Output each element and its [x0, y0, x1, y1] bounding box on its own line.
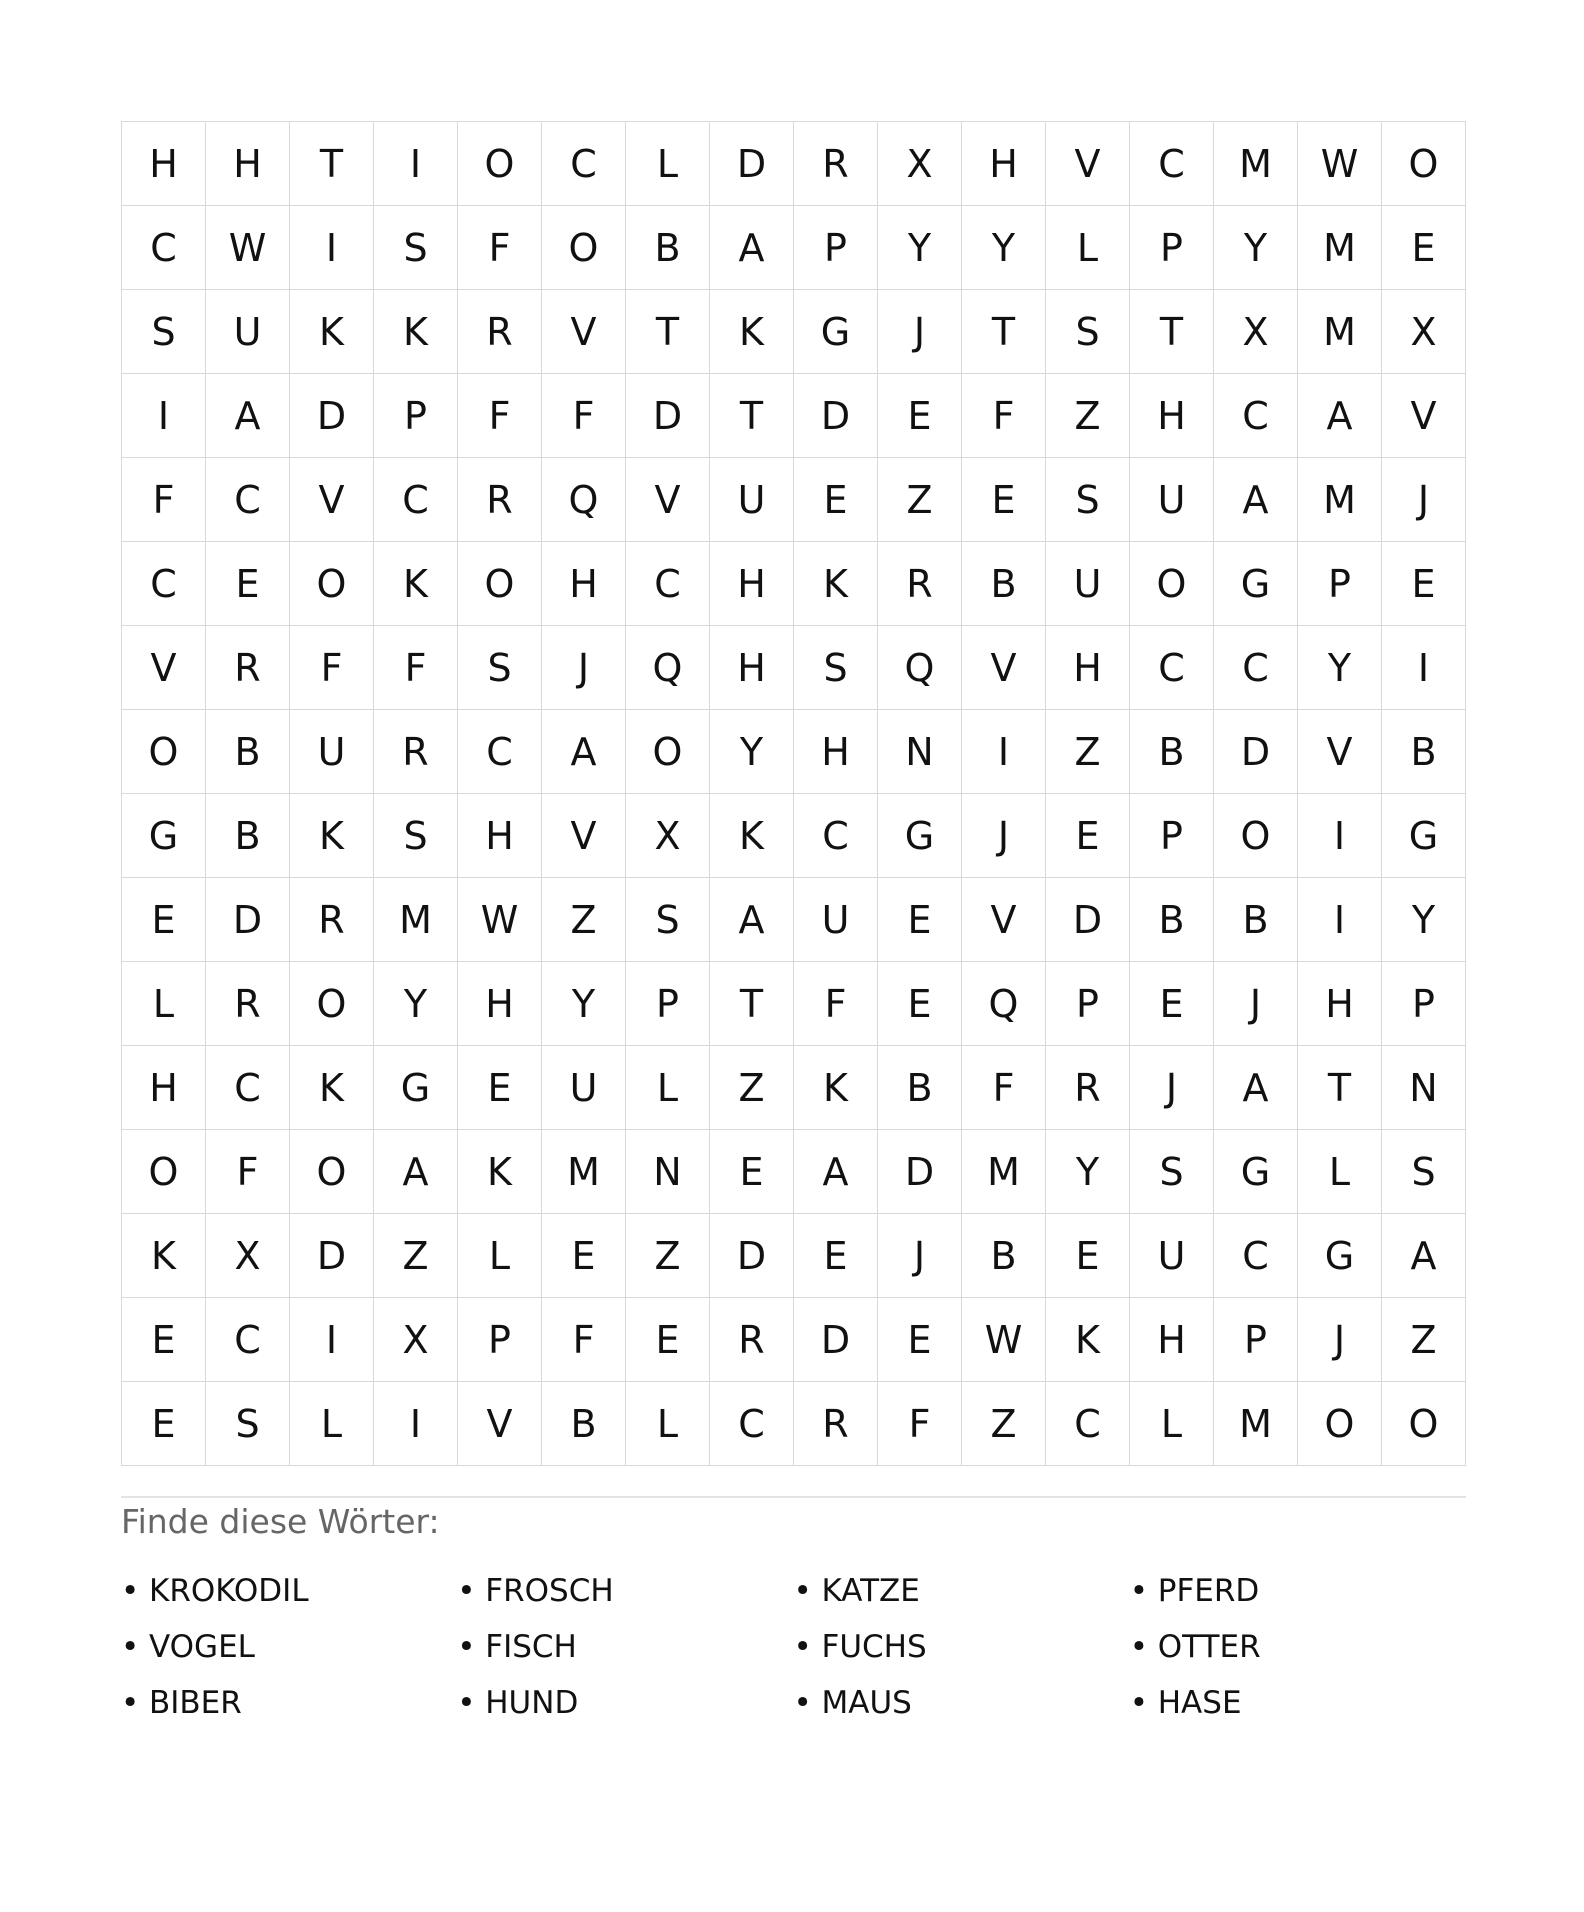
grid-cell[interactable]: I: [1382, 626, 1466, 710]
grid-cell[interactable]: J: [1298, 1298, 1382, 1382]
grid-cell[interactable]: O: [290, 542, 374, 626]
grid-cell[interactable]: O: [122, 1130, 206, 1214]
grid-cell[interactable]: Q: [542, 458, 626, 542]
grid-cell[interactable]: H: [542, 542, 626, 626]
grid-cell[interactable]: K: [794, 542, 878, 626]
grid-cell[interactable]: C: [626, 542, 710, 626]
grid-cell[interactable]: H: [1046, 626, 1130, 710]
grid-cell[interactable]: H: [122, 1046, 206, 1130]
grid-cell[interactable]: N: [878, 710, 962, 794]
grid-cell[interactable]: R: [206, 962, 290, 1046]
word-label: FISCH: [485, 1629, 577, 1665]
grid-cell[interactable]: T: [962, 290, 1046, 374]
grid-cell[interactable]: E: [710, 1130, 794, 1214]
grid-cell[interactable]: Y: [1046, 1130, 1130, 1214]
bullet-icon: •: [1129, 1629, 1149, 1665]
grid-cell[interactable]: K: [290, 794, 374, 878]
grid-cell[interactable]: Y: [878, 206, 962, 290]
bullet-icon: •: [457, 1573, 476, 1609]
grid-cell[interactable]: A: [1382, 1214, 1466, 1298]
grid-cell[interactable]: S: [374, 206, 458, 290]
grid-cell[interactable]: A: [794, 1130, 878, 1214]
grid-cell[interactable]: O: [290, 962, 374, 1046]
grid-cell[interactable]: H: [962, 122, 1046, 206]
grid-cell[interactable]: F: [206, 1130, 290, 1214]
grid-cell[interactable]: F: [122, 458, 206, 542]
bullet-icon: •: [121, 1629, 140, 1665]
grid-cell[interactable]: D: [206, 878, 290, 962]
grid-cell[interactable]: E: [794, 458, 878, 542]
word-list-item: [794, 1675, 1130, 1731]
grid-cell[interactable]: C: [1214, 374, 1298, 458]
grid-cell[interactable]: O: [542, 206, 626, 290]
grid-cell[interactable]: P: [1130, 206, 1214, 290]
grid-cell[interactable]: R: [374, 710, 458, 794]
grid-cell[interactable]: A: [374, 1130, 458, 1214]
grid-cell[interactable]: K: [710, 794, 794, 878]
grid-cell[interactable]: Z: [710, 1046, 794, 1130]
grid-cell[interactable]: J: [1382, 458, 1466, 542]
grid-cell[interactable]: O: [458, 542, 542, 626]
grid-cell[interactable]: H: [710, 542, 794, 626]
grid-cell[interactable]: H: [458, 794, 542, 878]
grid-cell[interactable]: Z: [374, 1214, 458, 1298]
grid-cell[interactable]: P: [626, 962, 710, 1046]
grid-cell[interactable]: V: [1298, 710, 1382, 794]
grid-cell[interactable]: R: [458, 458, 542, 542]
grid-cell[interactable]: B: [542, 1382, 626, 1466]
word-list-item: [1130, 1563, 1466, 1619]
grid-cell[interactable]: M: [1214, 122, 1298, 206]
grid-cell[interactable]: Z: [962, 1382, 1046, 1466]
grid-cell[interactable]: Z: [1046, 710, 1130, 794]
grid-cell[interactable]: D: [794, 1298, 878, 1382]
grid-cell[interactable]: E: [878, 1298, 962, 1382]
grid-cell[interactable]: D: [710, 122, 794, 206]
grid-cell[interactable]: C: [1214, 626, 1298, 710]
grid-cell[interactable]: P: [1046, 962, 1130, 1046]
word-list-item: [1130, 1619, 1466, 1675]
grid-cell[interactable]: J: [878, 290, 962, 374]
grid-cell[interactable]: P: [794, 206, 878, 290]
grid-cell[interactable]: E: [122, 1382, 206, 1466]
grid-cell[interactable]: K: [710, 290, 794, 374]
grid-cell[interactable]: O: [626, 710, 710, 794]
grid-cell[interactable]: U: [290, 710, 374, 794]
word-list-prompt: Finde diese Wörter:: [121, 1502, 440, 1541]
bullet-icon: •: [457, 1629, 476, 1665]
grid-cell[interactable]: P: [1298, 542, 1382, 626]
grid-cell[interactable]: C: [794, 794, 878, 878]
grid-cell[interactable]: B: [1382, 710, 1466, 794]
grid-cell[interactable]: E: [962, 458, 1046, 542]
grid-cell[interactable]: A: [1214, 1046, 1298, 1130]
word-list-item: [121, 1619, 457, 1675]
grid-cell[interactable]: E: [878, 878, 962, 962]
grid-cell[interactable]: C: [1130, 626, 1214, 710]
grid-cell[interactable]: M: [962, 1130, 1046, 1214]
grid-cell[interactable]: O: [122, 710, 206, 794]
grid-cell[interactable]: E: [1130, 962, 1214, 1046]
grid-cell[interactable]: O: [1214, 794, 1298, 878]
grid-cell[interactable]: E: [122, 1298, 206, 1382]
grid-cell[interactable]: B: [1214, 878, 1298, 962]
grid-cell[interactable]: F: [542, 374, 626, 458]
grid-cell[interactable]: T: [710, 962, 794, 1046]
grid-cell[interactable]: H: [1130, 374, 1214, 458]
bullet-icon: •: [121, 1573, 140, 1609]
grid-cell[interactable]: Y: [374, 962, 458, 1046]
grid-cell[interactable]: I: [374, 122, 458, 206]
grid-cell[interactable]: S: [1046, 458, 1130, 542]
grid-cell[interactable]: E: [878, 374, 962, 458]
grid-cell[interactable]: E: [206, 542, 290, 626]
grid-cell[interactable]: I: [1298, 794, 1382, 878]
grid-cell[interactable]: J: [542, 626, 626, 710]
grid-cell[interactable]: K: [290, 290, 374, 374]
grid-cell[interactable]: X: [1382, 290, 1466, 374]
grid-cell[interactable]: F: [878, 1382, 962, 1466]
grid-cell[interactable]: G: [1214, 1130, 1298, 1214]
grid-cell[interactable]: S: [206, 1382, 290, 1466]
grid-cell[interactable]: G: [374, 1046, 458, 1130]
grid-cell[interactable]: R: [794, 1382, 878, 1466]
grid-cell[interactable]: G: [1214, 542, 1298, 626]
grid-cell[interactable]: V: [542, 290, 626, 374]
grid-cell[interactable]: C: [458, 710, 542, 794]
grid-cell[interactable]: K: [458, 1130, 542, 1214]
grid-cell[interactable]: X: [374, 1298, 458, 1382]
grid-cell[interactable]: W: [206, 206, 290, 290]
grid-cell[interactable]: W: [962, 1298, 1046, 1382]
grid-cell[interactable]: F: [374, 626, 458, 710]
grid-cell[interactable]: V: [626, 458, 710, 542]
grid-cell[interactable]: B: [1130, 710, 1214, 794]
grid-cell[interactable]: Z: [626, 1214, 710, 1298]
grid-cell[interactable]: E: [542, 1214, 626, 1298]
grid-cell[interactable]: M: [1298, 290, 1382, 374]
grid-cell[interactable]: F: [794, 962, 878, 1046]
grid-cell[interactable]: M: [542, 1130, 626, 1214]
grid-cell[interactable]: V: [1046, 122, 1130, 206]
grid-cell[interactable]: K: [374, 542, 458, 626]
grid-cell[interactable]: A: [710, 206, 794, 290]
grid-cell[interactable]: V: [122, 626, 206, 710]
word-label: FUCHS: [821, 1629, 927, 1665]
grid-cell[interactable]: M: [1298, 206, 1382, 290]
grid-cell[interactable]: B: [962, 542, 1046, 626]
grid-cell[interactable]: A: [710, 878, 794, 962]
grid-cell[interactable]: R: [290, 878, 374, 962]
grid-cell[interactable]: D: [878, 1130, 962, 1214]
grid-cell[interactable]: J: [878, 1214, 962, 1298]
word-list-item: [457, 1563, 793, 1619]
grid-cell[interactable]: V: [962, 626, 1046, 710]
grid-cell[interactable]: O: [1382, 122, 1466, 206]
grid-cell[interactable]: C: [206, 1298, 290, 1382]
divider: [121, 1496, 1466, 1498]
grid-cell[interactable]: Q: [626, 626, 710, 710]
word-label: KROKODIL: [149, 1573, 309, 1609]
grid-cell[interactable]: Y: [710, 710, 794, 794]
grid-cell[interactable]: M: [1298, 458, 1382, 542]
grid-cell[interactable]: Q: [962, 962, 1046, 1046]
grid-cell[interactable]: Z: [542, 878, 626, 962]
grid-cell[interactable]: V: [458, 1382, 542, 1466]
grid-cell[interactable]: T: [1298, 1046, 1382, 1130]
grid-cell[interactable]: R: [878, 542, 962, 626]
grid-cell[interactable]: H: [1130, 1298, 1214, 1382]
grid-cell[interactable]: U: [1130, 1214, 1214, 1298]
grid-cell[interactable]: U: [710, 458, 794, 542]
grid-cell[interactable]: H: [458, 962, 542, 1046]
bullet-icon: •: [457, 1685, 476, 1721]
grid-cell[interactable]: H: [710, 626, 794, 710]
grid-cell[interactable]: A: [206, 374, 290, 458]
grid-cell[interactable]: L: [1046, 206, 1130, 290]
word-label: FROSCH: [485, 1573, 614, 1609]
grid-cell[interactable]: R: [710, 1298, 794, 1382]
grid-cell[interactable]: E: [122, 878, 206, 962]
grid-cell[interactable]: S: [1130, 1130, 1214, 1214]
grid-cell[interactable]: D: [1214, 710, 1298, 794]
grid-cell[interactable]: O: [458, 122, 542, 206]
grid-cell[interactable]: D: [626, 374, 710, 458]
word-list-item: [794, 1563, 1130, 1619]
grid-cell[interactable]: N: [1382, 1046, 1466, 1130]
grid-cell[interactable]: X: [1214, 290, 1298, 374]
grid-cell[interactable]: C: [542, 122, 626, 206]
grid-cell[interactable]: I: [122, 374, 206, 458]
word-label: PFERD: [1157, 1573, 1260, 1609]
grid-cell[interactable]: P: [1214, 1298, 1298, 1382]
grid-cell[interactable]: D: [1046, 878, 1130, 962]
grid-cell[interactable]: E: [1382, 206, 1466, 290]
grid-cell[interactable]: C: [374, 458, 458, 542]
grid-cell[interactable]: E: [458, 1046, 542, 1130]
bullet-icon: •: [1129, 1573, 1149, 1609]
grid-cell[interactable]: S: [626, 878, 710, 962]
grid-cell[interactable]: G: [122, 794, 206, 878]
grid-cell[interactable]: Y: [1382, 878, 1466, 962]
grid-cell[interactable]: W: [1298, 122, 1382, 206]
grid-cell[interactable]: U: [1046, 542, 1130, 626]
grid-cell[interactable]: G: [1298, 1214, 1382, 1298]
grid-cell[interactable]: K: [290, 1046, 374, 1130]
bullet-icon: •: [793, 1685, 812, 1721]
grid-cell[interactable]: U: [794, 878, 878, 962]
word-list-item: [121, 1563, 457, 1619]
grid-cell[interactable]: Z: [1382, 1298, 1466, 1382]
grid-cell[interactable]: P: [374, 374, 458, 458]
grid-cell[interactable]: L: [626, 122, 710, 206]
grid-cell[interactable]: F: [458, 206, 542, 290]
grid-cell[interactable]: V: [1382, 374, 1466, 458]
grid-cell[interactable]: I: [290, 1298, 374, 1382]
word-search-grid: [121, 121, 1466, 1466]
word-label: HUND: [485, 1685, 579, 1721]
word-list-item: [121, 1675, 457, 1731]
grid-cell[interactable]: I: [1298, 878, 1382, 962]
grid-cell[interactable]: D: [290, 1214, 374, 1298]
grid-cell[interactable]: K: [1046, 1298, 1130, 1382]
grid-cell[interactable]: R: [794, 122, 878, 206]
grid-cell[interactable]: T: [290, 122, 374, 206]
word-label: BIBER: [149, 1685, 242, 1721]
grid-cell[interactable]: I: [290, 206, 374, 290]
grid-cell[interactable]: Z: [878, 458, 962, 542]
grid-cell[interactable]: X: [878, 122, 962, 206]
word-label: VOGEL: [149, 1629, 255, 1665]
grid-cell[interactable]: A: [1298, 374, 1382, 458]
grid-cell[interactable]: J: [962, 794, 1046, 878]
grid-cell[interactable]: F: [962, 1046, 1046, 1130]
grid-cell[interactable]: C: [710, 1382, 794, 1466]
grid-cell[interactable]: Y: [1214, 206, 1298, 290]
word-label: HASE: [1157, 1685, 1242, 1721]
grid-cell[interactable]: C: [122, 206, 206, 290]
grid-cell[interactable]: X: [206, 1214, 290, 1298]
grid-cell[interactable]: E: [878, 962, 962, 1046]
grid-cell[interactable]: O: [1130, 542, 1214, 626]
grid-cell[interactable]: E: [1046, 1214, 1130, 1298]
grid-cell[interactable]: N: [626, 1130, 710, 1214]
grid-cell[interactable]: Y: [962, 206, 1046, 290]
grid-cell[interactable]: B: [878, 1046, 962, 1130]
grid-cell[interactable]: G: [794, 290, 878, 374]
grid-cell[interactable]: C: [206, 458, 290, 542]
grid-cell[interactable]: F: [458, 374, 542, 458]
grid-cell[interactable]: L: [626, 1382, 710, 1466]
grid-cell[interactable]: Y: [542, 962, 626, 1046]
grid-cell[interactable]: C: [1130, 122, 1214, 206]
grid-cell[interactable]: D: [710, 1214, 794, 1298]
grid-cell[interactable]: S: [122, 290, 206, 374]
grid-cell[interactable]: J: [1130, 1046, 1214, 1130]
grid-cell[interactable]: D: [290, 374, 374, 458]
grid-cell[interactable]: O: [1298, 1382, 1382, 1466]
grid-cell[interactable]: M: [374, 878, 458, 962]
bullet-icon: •: [1129, 1685, 1149, 1721]
grid-cell[interactable]: F: [962, 374, 1046, 458]
grid-cell[interactable]: Q: [878, 626, 962, 710]
grid-cell[interactable]: J: [1214, 962, 1298, 1046]
grid-cell[interactable]: C: [1214, 1214, 1298, 1298]
word-label: KATZE: [821, 1573, 920, 1609]
grid-cell[interactable]: V: [542, 794, 626, 878]
grid-cell[interactable]: P: [1130, 794, 1214, 878]
grid-cell[interactable]: A: [542, 710, 626, 794]
bullet-icon: •: [793, 1629, 812, 1665]
grid-cell[interactable]: H: [1298, 962, 1382, 1046]
grid-cell[interactable]: E: [1382, 542, 1466, 626]
grid-cell[interactable]: S: [1382, 1130, 1466, 1214]
grid-cell[interactable]: L: [290, 1382, 374, 1466]
grid-cell[interactable]: I: [962, 710, 1046, 794]
grid-cell[interactable]: F: [542, 1298, 626, 1382]
grid-cell[interactable]: T: [710, 374, 794, 458]
grid-cell[interactable]: E: [794, 1214, 878, 1298]
word-list: [121, 1563, 1466, 1731]
grid-cell[interactable]: W: [458, 878, 542, 962]
grid-cell[interactable]: D: [794, 374, 878, 458]
word-list-item: [457, 1675, 793, 1731]
grid-cell[interactable]: H: [122, 122, 206, 206]
grid-cell[interactable]: C: [122, 542, 206, 626]
grid-cell[interactable]: C: [206, 1046, 290, 1130]
grid-cell[interactable]: H: [206, 122, 290, 206]
grid-cell[interactable]: B: [1130, 878, 1214, 962]
grid-cell[interactable]: Y: [1298, 626, 1382, 710]
grid-cell[interactable]: H: [794, 710, 878, 794]
grid-cell[interactable]: V: [290, 458, 374, 542]
grid-cell[interactable]: T: [1130, 290, 1214, 374]
grid-cell[interactable]: B: [206, 794, 290, 878]
grid-cell[interactable]: A: [1214, 458, 1298, 542]
grid-cell[interactable]: S: [374, 794, 458, 878]
grid-cell[interactable]: B: [962, 1214, 1046, 1298]
grid-cell[interactable]: S: [1046, 290, 1130, 374]
word-label: MAUS: [821, 1685, 912, 1721]
grid-cell[interactable]: S: [794, 626, 878, 710]
grid-cell[interactable]: R: [206, 626, 290, 710]
grid-cell[interactable]: P: [458, 1298, 542, 1382]
grid-cell[interactable]: T: [626, 290, 710, 374]
grid-cell[interactable]: I: [374, 1382, 458, 1466]
bullet-icon: •: [121, 1685, 140, 1721]
grid-cell[interactable]: M: [1214, 1382, 1298, 1466]
grid-cell[interactable]: L: [1130, 1382, 1214, 1466]
word-list-item: [794, 1619, 1130, 1675]
bullet-icon: •: [793, 1573, 812, 1609]
grid-cell[interactable]: O: [1382, 1382, 1466, 1466]
grid-cell[interactable]: U: [1130, 458, 1214, 542]
grid-cell[interactable]: L: [626, 1046, 710, 1130]
grid-cell[interactable]: U: [206, 290, 290, 374]
grid-cell[interactable]: Z: [1046, 374, 1130, 458]
grid-cell[interactable]: G: [878, 794, 962, 878]
grid-cell[interactable]: K: [122, 1214, 206, 1298]
grid-cell[interactable]: B: [206, 710, 290, 794]
grid-cell[interactable]: V: [962, 878, 1046, 962]
grid-cell[interactable]: F: [290, 626, 374, 710]
grid-cell[interactable]: R: [1046, 1046, 1130, 1130]
grid-cell[interactable]: E: [1046, 794, 1130, 878]
grid-cell[interactable]: X: [626, 794, 710, 878]
grid-cell[interactable]: C: [1046, 1382, 1130, 1466]
grid-cell[interactable]: O: [290, 1130, 374, 1214]
grid-cell[interactable]: K: [794, 1046, 878, 1130]
grid-cell[interactable]: U: [542, 1046, 626, 1130]
word-list-item: [457, 1619, 793, 1675]
word-label: OTTER: [1157, 1629, 1261, 1665]
grid-cell[interactable]: K: [374, 290, 458, 374]
grid-cell[interactable]: P: [1382, 962, 1466, 1046]
grid-cell[interactable]: G: [1382, 794, 1466, 878]
grid-cell[interactable]: L: [458, 1214, 542, 1298]
word-list-item: [1130, 1675, 1466, 1731]
grid-cell[interactable]: R: [458, 290, 542, 374]
grid-cell[interactable]: S: [458, 626, 542, 710]
grid-cell[interactable]: E: [626, 1298, 710, 1382]
grid-cell[interactable]: B: [626, 206, 710, 290]
grid-cell[interactable]: L: [1298, 1130, 1382, 1214]
grid-cell[interactable]: L: [122, 962, 206, 1046]
